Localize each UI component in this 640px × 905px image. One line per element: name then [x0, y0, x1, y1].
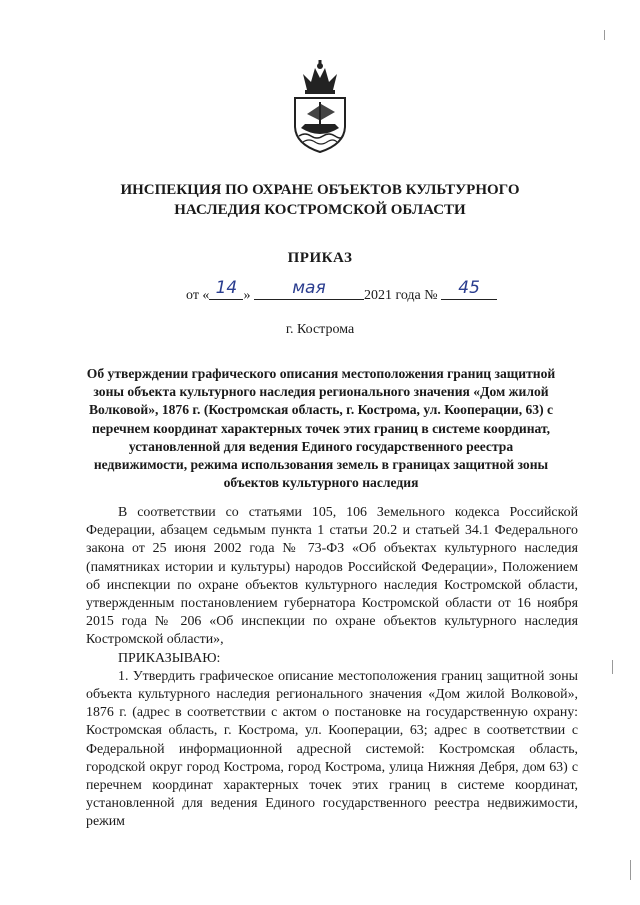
order-word: ПРИКАЗЫВАЮ:	[118, 650, 221, 666]
city-line: г. Кострома	[285, 322, 355, 337]
month-blank	[254, 278, 364, 300]
organization-name: ИНСПЕКЦИЯ ПО ОХРАНЕ ОБЪЕКТОВ КУЛЬТУРНОГО НАСЛЕДИЯ КОСТРОМСКОЙ ОБЛАСТИ	[120, 182, 520, 218]
kostroma-coat-of-arms-icon	[289, 60, 351, 156]
item-1-paragraph: 1. Утвердить графическое описание местоположения границ защитной зоны объекта культурного наследия регионального значения «Дом жилой Волковой», 1876 г. (адрес в соответствии с актом о постановке на государственную охрану: Костромская область, г. Кострома, ул. Кооперации, 63; адрес в соответствии с Федеральной информационной адресной системой: Костромская область, городской округ город Кострома, город Кострома, улица Нижняя Дебря, дом 63) с перечнем координат характерных точек этих границ в системе координат, установленной для ведения Единого государственного реестра недвижимости, режим	[86, 668, 578, 830]
day-blank	[209, 278, 243, 300]
date-mid: »	[243, 288, 251, 303]
date-prefix: от «	[186, 288, 210, 303]
handwritten-day: 14	[215, 278, 238, 298]
scan-artifact	[630, 860, 631, 880]
document-body	[86, 504, 578, 832]
date-and-number-line	[186, 278, 497, 304]
scan-artifact	[604, 30, 605, 40]
handwritten-month: мая	[292, 278, 326, 298]
document-subject: Об утверждении графического описания местоположения границ защитной зоны объекта культурного наследия регионального значения «Дом жилой Волковой», 1876 г. (Костромская область, г. Кострома, ул. Кооперации, 63) с перечнем координат характерных точек этих границ в системе координат, установленной для ведения Единого государственного реестра недвижимости, режима использования земель в границах защитной зоны объектов культурного наследия	[86, 366, 556, 491]
scan-artifact	[612, 660, 613, 674]
number-blank	[441, 278, 497, 300]
handwritten-number: 45	[458, 278, 480, 298]
document-type-title: ПРИКАЗ	[287, 250, 353, 266]
preamble-paragraph: В соответствии со статьями 105, 106 Земельного кодекса Российской Федерации, абзацем седьмым пункта 1 статьи 20.2 и статьей 34.1 Федерального закона от 25 июня 2002 года № 73-ФЗ «Об объектах культурного наследия (памятниках истории и культуры) народов Российской Федерации», Положением об инспекции по охране объектов культурного наследия Костромской области, утвержденным постановлением губернатора Костромской области от 16 ноября 2015 года № 206 «Об инспекции по охране объектов культурного наследия Костромской области»,	[86, 505, 578, 648]
year-text: 2021 года №	[363, 288, 438, 303]
